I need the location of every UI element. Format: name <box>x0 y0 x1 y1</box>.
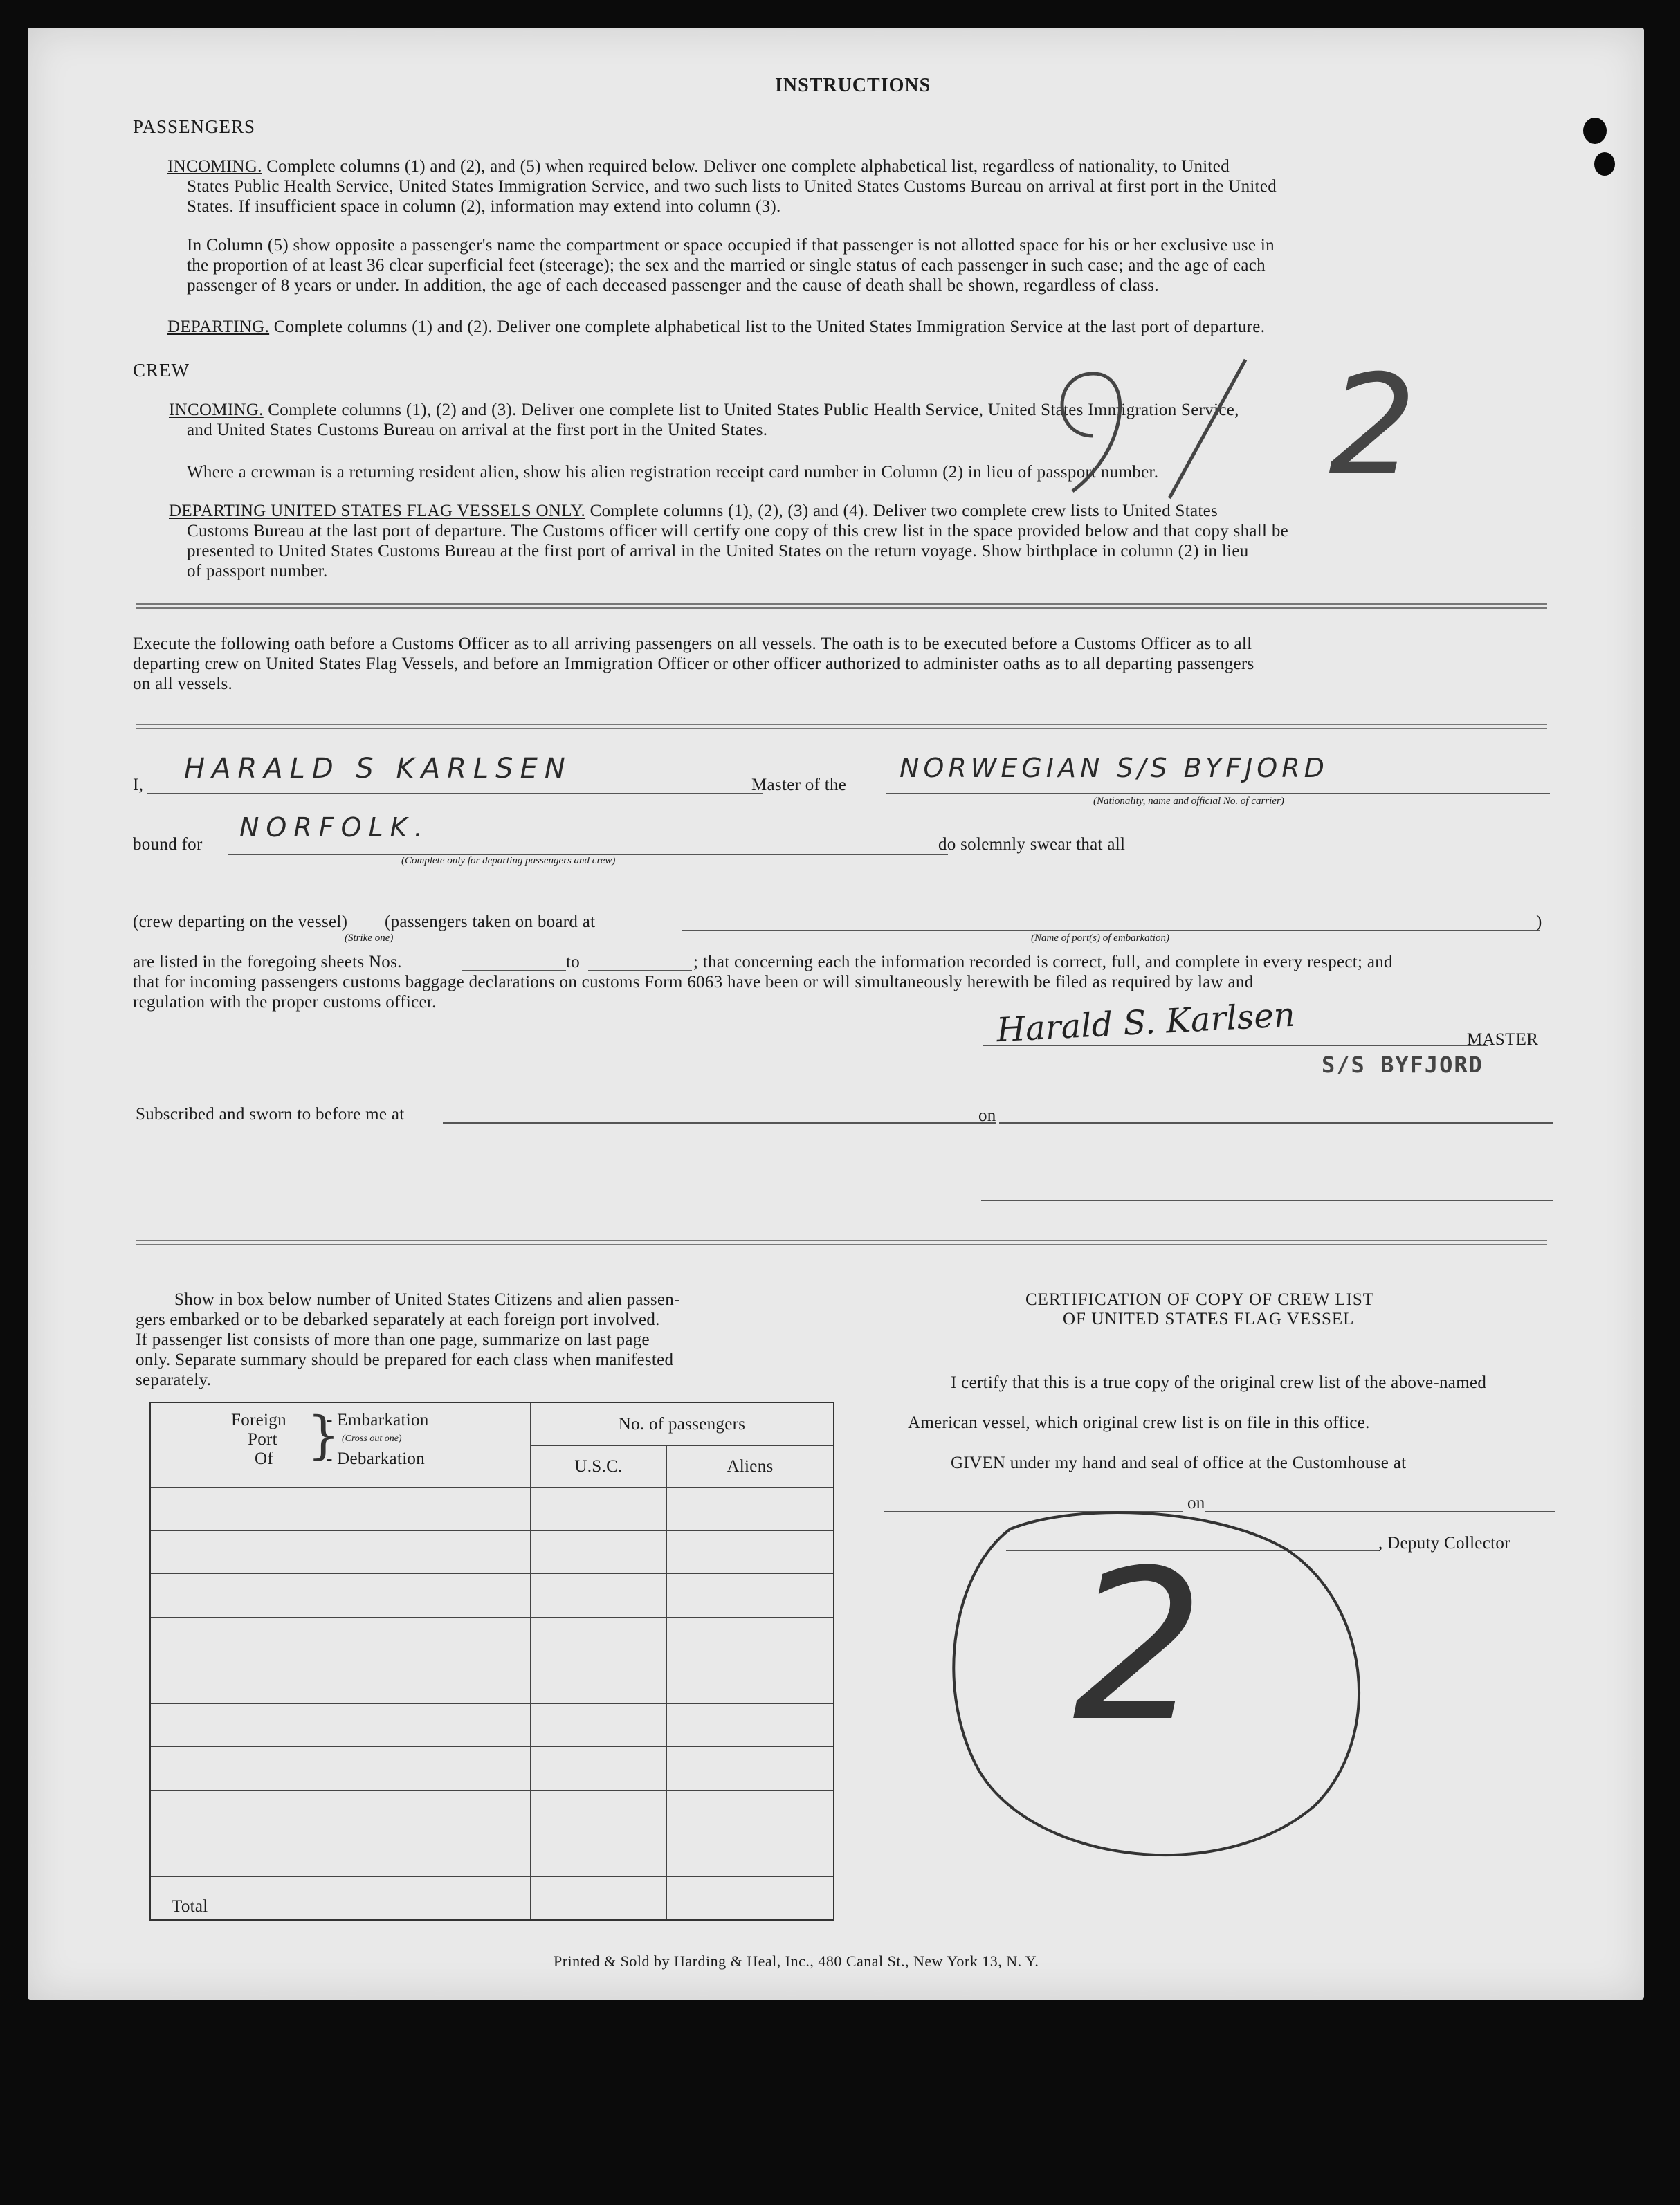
oath-on-label: on <box>978 1106 996 1125</box>
table-row <box>150 1833 834 1877</box>
regulation-line: regulation with the proper customs officer. <box>133 993 437 1012</box>
cert-title1: CERTIFICATION OF COPY OF CREW LIST <box>1025 1290 1375 1309</box>
crew-flag-line2: Customs Bureau at the last port of departure. The Customs officer will certify one copy of this crew list in the space provided below and that copy shall be <box>187 522 1289 540</box>
passengers-incoming-line2: States Public Health Service, United States Immigration Service, and two such lists to United States Customs Bureau on arrival at first port in the United <box>187 177 1277 196</box>
usc-label: U.S.C. <box>574 1457 623 1476</box>
strike-caption: (Strike one) <box>345 933 394 944</box>
port-cell[interactable] <box>150 1660 531 1704</box>
port-cell[interactable] <box>150 1617 531 1660</box>
passengers-departing-text: Complete columns (1) and (2). Deliver one complete alphabetical list to the United States Immigration Service at the last port of departure. <box>273 318 1266 336</box>
usc-value-cell[interactable] <box>531 1747 667 1791</box>
aliens-value-cell[interactable] <box>667 1703 834 1747</box>
bound-caption: (Complete only for departing passengers and crew) <box>401 855 616 866</box>
baggage-line: that for incoming passengers customs baggage declarations on customs Form 6063 have been or will simultaneously herewith be filed as required by law and <box>133 973 1254 991</box>
punch-hole-top <box>1583 118 1607 144</box>
table-row <box>150 1617 834 1660</box>
punch-hole-bottom <box>1594 152 1615 176</box>
sheet-from-line <box>462 970 566 971</box>
crew-flag-label: DEPARTING UNITED STATES FLAG VESSELS ONLY. <box>169 502 586 520</box>
col-embarkation[interactable]: - Embarkation <box>327 1411 429 1429</box>
port-cell[interactable] <box>150 1488 531 1531</box>
summary-line4: only. Separate summary should be prepared for each class when manifested <box>136 1351 674 1369</box>
port-caption: (Name of port(s) of embarkation) <box>1031 933 1169 944</box>
listed-to: to <box>566 953 581 971</box>
aliens-value-cell[interactable] <box>667 1530 834 1574</box>
deputy-collector-label: , Deputy Collector <box>1378 1534 1510 1553</box>
cert-line2: American vessel, which original crew list is on file in this office. <box>908 1413 1370 1432</box>
aliens-value-cell[interactable] <box>667 1790 834 1833</box>
oath-intro-line3: on all vessels. <box>133 675 233 693</box>
summary-line5: separately. <box>136 1371 212 1389</box>
vessel-stamp: S/S BYFJORD <box>1322 1052 1483 1078</box>
cert-line1: I certify that this is a true copy of the original crew list of the above-named <box>951 1373 1487 1392</box>
master-name-field[interactable]: HARALD S KARLSEN <box>184 753 572 785</box>
usc-value-cell[interactable] <box>531 1790 667 1833</box>
aliens-value-cell[interactable] <box>667 1747 834 1791</box>
summary-line3: If passenger list consists of more than one page, summarize on last page <box>136 1330 650 1349</box>
table-row <box>150 1660 834 1704</box>
oath-intro-line1: Execute the following oath before a Customs Officer as to all arriving passengers on all vessels. The oath is to be executed before a Customs Officer as to all <box>133 634 1252 653</box>
no-passengers-cell <box>531 1402 834 1446</box>
master-of-label: Master of the <box>751 776 847 794</box>
aliens-value-cell[interactable] <box>667 1574 834 1618</box>
master-signature: Harald S. Karlsen <box>995 995 1296 1050</box>
col-cross-out: (Cross out one) <box>342 1434 402 1444</box>
crew-departing-option[interactable]: (crew departing on the vessel) <box>133 913 348 931</box>
port-cell[interactable] <box>150 1747 531 1791</box>
crew-flag-line4: of passport number. <box>187 562 328 580</box>
bound-label: bound for <box>133 835 203 854</box>
column5-line2: the proportion of at least 36 clear superficial feet (steerage); the sex and the married or single status of each passenger in such case; and the age of each <box>187 256 1266 275</box>
aliens-value-cell[interactable] <box>667 1617 834 1660</box>
total-row <box>150 1876 834 1920</box>
col-foreign: Foreign <box>231 1411 286 1429</box>
signature-line <box>983 1045 1488 1046</box>
document-sheet <box>28 28 1644 2000</box>
crew-heading: CREW <box>133 360 190 381</box>
vessel-line <box>886 793 1550 794</box>
aliens-value-cell[interactable] <box>667 1660 834 1704</box>
column5-line3: passenger of 8 years or under. In addition, the age of each deceased passenger and the cause of death shall be shown, regardless of class. <box>187 276 1159 295</box>
port-cell[interactable] <box>150 1530 531 1574</box>
crew-flag-line3: presented to United States Customs Bureau at the first port of arrival in the United States on the return voyage. Show birthplace in column (2) in lieu <box>187 542 1249 560</box>
aliens-value-cell[interactable] <box>667 1833 834 1877</box>
col-debarkation[interactable]: - Debarkation <box>327 1449 426 1468</box>
usc-value-cell[interactable] <box>531 1530 667 1574</box>
crew-resident-text: Where a crewman is a returning resident alien, show his alien registration receipt card number in Column (2) in lieu of passport number. <box>187 463 1159 482</box>
table-row <box>150 1703 834 1747</box>
subscribed-place-line <box>443 1122 996 1124</box>
passengers-taken-option[interactable]: (passengers taken on board at <box>385 913 596 931</box>
table-row <box>150 1574 834 1618</box>
sheet-to-line <box>588 970 692 971</box>
usc-value-cell[interactable] <box>531 1617 667 1660</box>
embarkation-port-line <box>682 930 1540 931</box>
usc-value-cell[interactable] <box>531 1488 667 1531</box>
brace-glyph: } <box>307 1406 340 1465</box>
divider-3 <box>136 1240 1547 1245</box>
subscribed-label: Subscribed and sworn to before me at <box>136 1105 405 1124</box>
port-cell[interactable] <box>150 1790 531 1833</box>
passengers-incoming-text1: Complete columns (1) and (2), and (5) when required below. Deliver one complete alphabetical list, regardless of nationality, to United <box>266 157 1230 176</box>
passengers-incoming-line3: States. If insufficient space in column (2), information may extend into column (3). <box>187 197 781 216</box>
crew-incoming-label: INCOMING. <box>169 401 264 419</box>
table-row <box>150 1790 834 1833</box>
page-fraction-mark <box>1010 332 1495 512</box>
passengers-incoming-line1 <box>167 156 1579 176</box>
swear-text: do solemnly swear that all <box>938 835 1126 854</box>
vessel-caption: (Nationality, name and official No. of carrier) <box>1093 796 1284 807</box>
table-row <box>150 1530 834 1574</box>
port-cell[interactable] <box>150 1833 531 1877</box>
master-name-line <box>147 793 763 794</box>
usc-cell <box>531 1446 667 1488</box>
page-title: INSTRUCTIONS <box>775 75 931 96</box>
port-cell[interactable] <box>150 1574 531 1618</box>
total-aliens-cell[interactable] <box>667 1876 834 1920</box>
port-cell[interactable] <box>150 1703 531 1747</box>
crew-flag-text1: Complete columns (1), (2), (3) and (4). Deliver two complete crew lists to United States <box>590 502 1218 520</box>
passenger-summary-table <box>149 1402 834 1921</box>
total-usc-cell[interactable] <box>531 1876 667 1920</box>
cert-title2: OF UNITED STATES FLAG VESSEL <box>1063 1310 1355 1328</box>
oath-i-label: I, <box>133 776 144 794</box>
col-of: Of <box>255 1449 273 1468</box>
table-row <box>150 1747 834 1791</box>
no-passengers-label: No. of passengers <box>618 1415 746 1434</box>
vessel-field[interactable]: NORWEGIAN S/S BYFJORD <box>900 753 1329 783</box>
crew-incoming-text1: Complete columns (1), (2) and (3). Deliver one complete list to United States Public Health Service, United States Immigration Service, <box>268 401 1239 419</box>
footer-printer: Printed & Sold by Harding & Heal, Inc., 480 Canal St., New York 13, N. Y. <box>554 1952 1039 1970</box>
crew-incoming-line2: and United States Customs Bureau on arrival at the first port in the United States. <box>187 421 768 439</box>
passengers-departing-label: DEPARTING. <box>167 318 270 336</box>
column5-line1: In Column (5) show opposite a passenger's name the compartment or space occupied if that passenger is not allotted space for his or her exclusive use in <box>187 236 1275 255</box>
aliens-label: Aliens <box>727 1457 774 1476</box>
close-paren: ) <box>1536 913 1542 931</box>
aliens-value-cell[interactable] <box>667 1488 834 1531</box>
handwritten-number: 2 <box>1072 1526 1205 1767</box>
summary-line1: Show in box below number of United States Citizens and alien passen- <box>174 1290 680 1309</box>
listed-text-a: are listed in the foregoing sheets Nos. <box>133 953 402 971</box>
listed-text-b: ; that concerning each the information recorded is correct, full, and complete in every respect; and <box>693 953 1393 971</box>
passengers-heading: PASSENGERS <box>133 116 256 137</box>
total-label: Total <box>172 1897 208 1916</box>
cert-line3: GIVEN under my hand and seal of office at the Customhouse at <box>951 1454 1407 1472</box>
total-label-cell <box>150 1876 531 1920</box>
usc-value-cell[interactable] <box>531 1660 667 1704</box>
oath-intro-line2: departing crew on United States Flag Vessels, and before an Immigration Officer or other officer authorized to administer oaths as to all departing passengers <box>133 655 1254 673</box>
bound-for-field[interactable]: NORFOLK. <box>239 812 430 843</box>
page-mark-number: 2 <box>1329 345 1417 506</box>
port-header-cell <box>150 1402 531 1488</box>
aliens-cell <box>667 1446 834 1488</box>
usc-value-cell[interactable] <box>531 1833 667 1877</box>
usc-value-cell[interactable] <box>531 1703 667 1747</box>
summary-line2: gers embarked or to be debarked separately at each foreign port involved. <box>136 1310 660 1329</box>
usc-value-cell[interactable] <box>531 1574 667 1618</box>
divider-2 <box>136 724 1547 729</box>
officer-signature-line <box>981 1200 1553 1201</box>
table-row <box>150 1488 834 1531</box>
cert-on-label: on <box>1187 1494 1205 1512</box>
passengers-incoming-label: INCOMING. <box>167 157 262 176</box>
master-label: MASTER <box>1467 1030 1539 1049</box>
col-port: Port <box>248 1430 277 1449</box>
divider-1 <box>136 603 1547 609</box>
oath-date-line <box>999 1122 1553 1124</box>
